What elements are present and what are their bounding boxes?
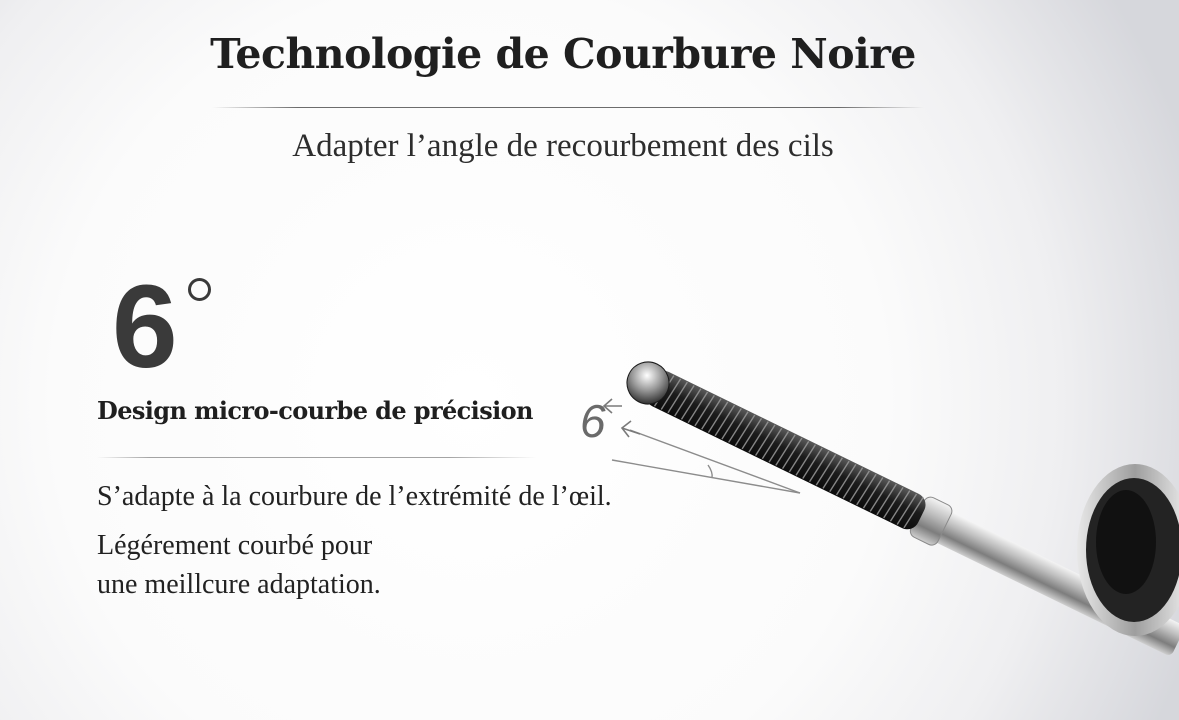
feature-description-line-1: S’adapte à la courbure de l’extrémité de l’œil. (97, 481, 612, 512)
feature-description-line-3: une meillcure adaptation. (97, 569, 381, 600)
degree-icon (188, 278, 211, 301)
feature-divider (97, 457, 537, 458)
feature-description-line-2: Légérement courbé pour (97, 530, 373, 561)
angle-value: 6 (112, 261, 178, 393)
feature-title: Design micro-courbe de précision (97, 396, 533, 425)
diagram-angle-label: 6 (580, 395, 606, 447)
title-divider (212, 107, 924, 108)
page-subtitle: Adapter l’angle de recourbement des cils (292, 128, 834, 164)
page-title: Technologie de Courbure Noire (210, 30, 916, 78)
